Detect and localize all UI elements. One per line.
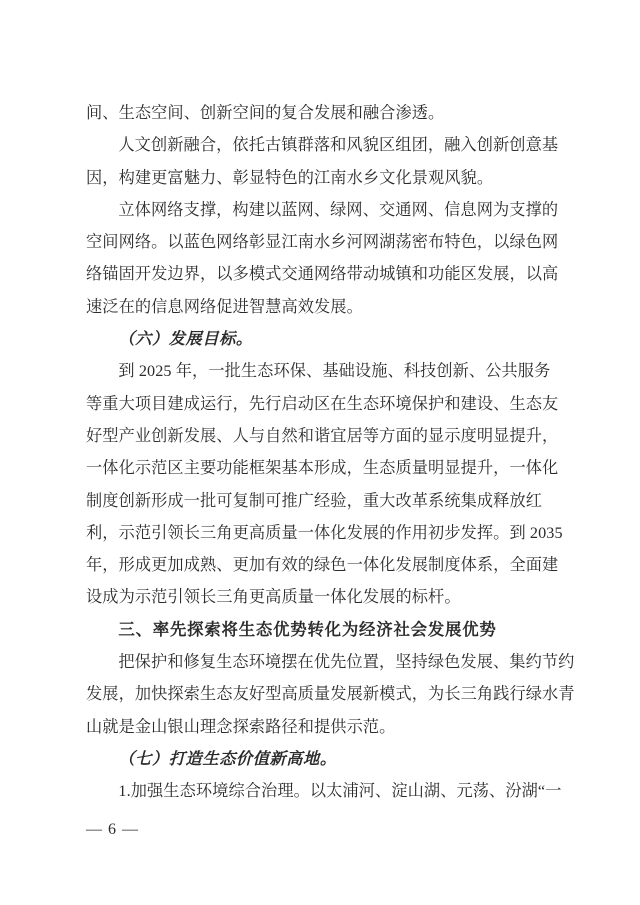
text-line: 年，形成更加成熟、更加有效的绿色一体化发展制度体系，全面建 (86, 556, 559, 575)
text-line: （七）打造生态价值新高地。 (118, 749, 337, 768)
text-line: 立体网络支撑，构建以蓝网、绿网、交通网、信息网为支撑的 (118, 200, 559, 219)
text-line: （六）发展目标。 (118, 330, 253, 349)
text-line: 间、生态空间、创新空间的复合发展和融合渗透。 (86, 104, 445, 122)
text-line: 人文创新融合，依托古镇群落和风貌区组团，融入创新创意基 (118, 136, 559, 155)
text-line: 利，示范引领长三角更高质量一体化发展的作用初步发挥。到 2035 (86, 523, 563, 542)
text-line: 因，构建更富魅力、彰显特色的江南水乡文化景观风貌。 (86, 168, 494, 187)
document-text-block (86, 97, 575, 808)
text-line: 一体化示范区主要功能框架基本形成，生态质量明显提升，一体化 (86, 459, 559, 478)
text-line: 山就是金山银山理念探索路径和提供示范。 (86, 717, 396, 736)
text-line: 好型产业创新发展、人与自然和谐宜居等方面的显示度明显提升， (86, 426, 559, 445)
text-line: 络锚固开发边界，以多模式交通网络带动城镇和功能区发展，以高 (86, 265, 559, 284)
text-line: 制度创新形成一批可复制可推广经验，重大改革系统集成释放红 (86, 491, 543, 510)
text-line: 三、率先探索将生态优势转化为经济社会发展优势 (118, 620, 497, 639)
text-line: 1.加强生态环境综合治理。以太浦河、淀山湖、元荡、汾湖“一 (118, 782, 562, 801)
text-line: 空间网络。以蓝色网络彰显江南水乡河网湖荡密布特色，以绿色网 (86, 233, 559, 252)
text-line: 等重大项目建成运行，先行启动区在生态环境保护和建设、生态友 (86, 394, 559, 413)
text-line: 设成为示范引领长三角更高质量一体化发展的标杆。 (86, 588, 461, 607)
text-line: 到 2025 年，一批生态环保、基础设施、科技创新、公共服务 (118, 362, 551, 381)
text-line: 把保护和修复生态环境摆在优先位置，坚持绿色发展、集约节约 (118, 653, 575, 672)
text-line: 发展，加快探索生态友好型高质量发展新模式，为长三角践行绿水青 (86, 685, 575, 704)
page-number: — 6 — (86, 821, 139, 838)
text-line: 速泛在的信息网络促进智慧高效发展。 (86, 297, 363, 316)
